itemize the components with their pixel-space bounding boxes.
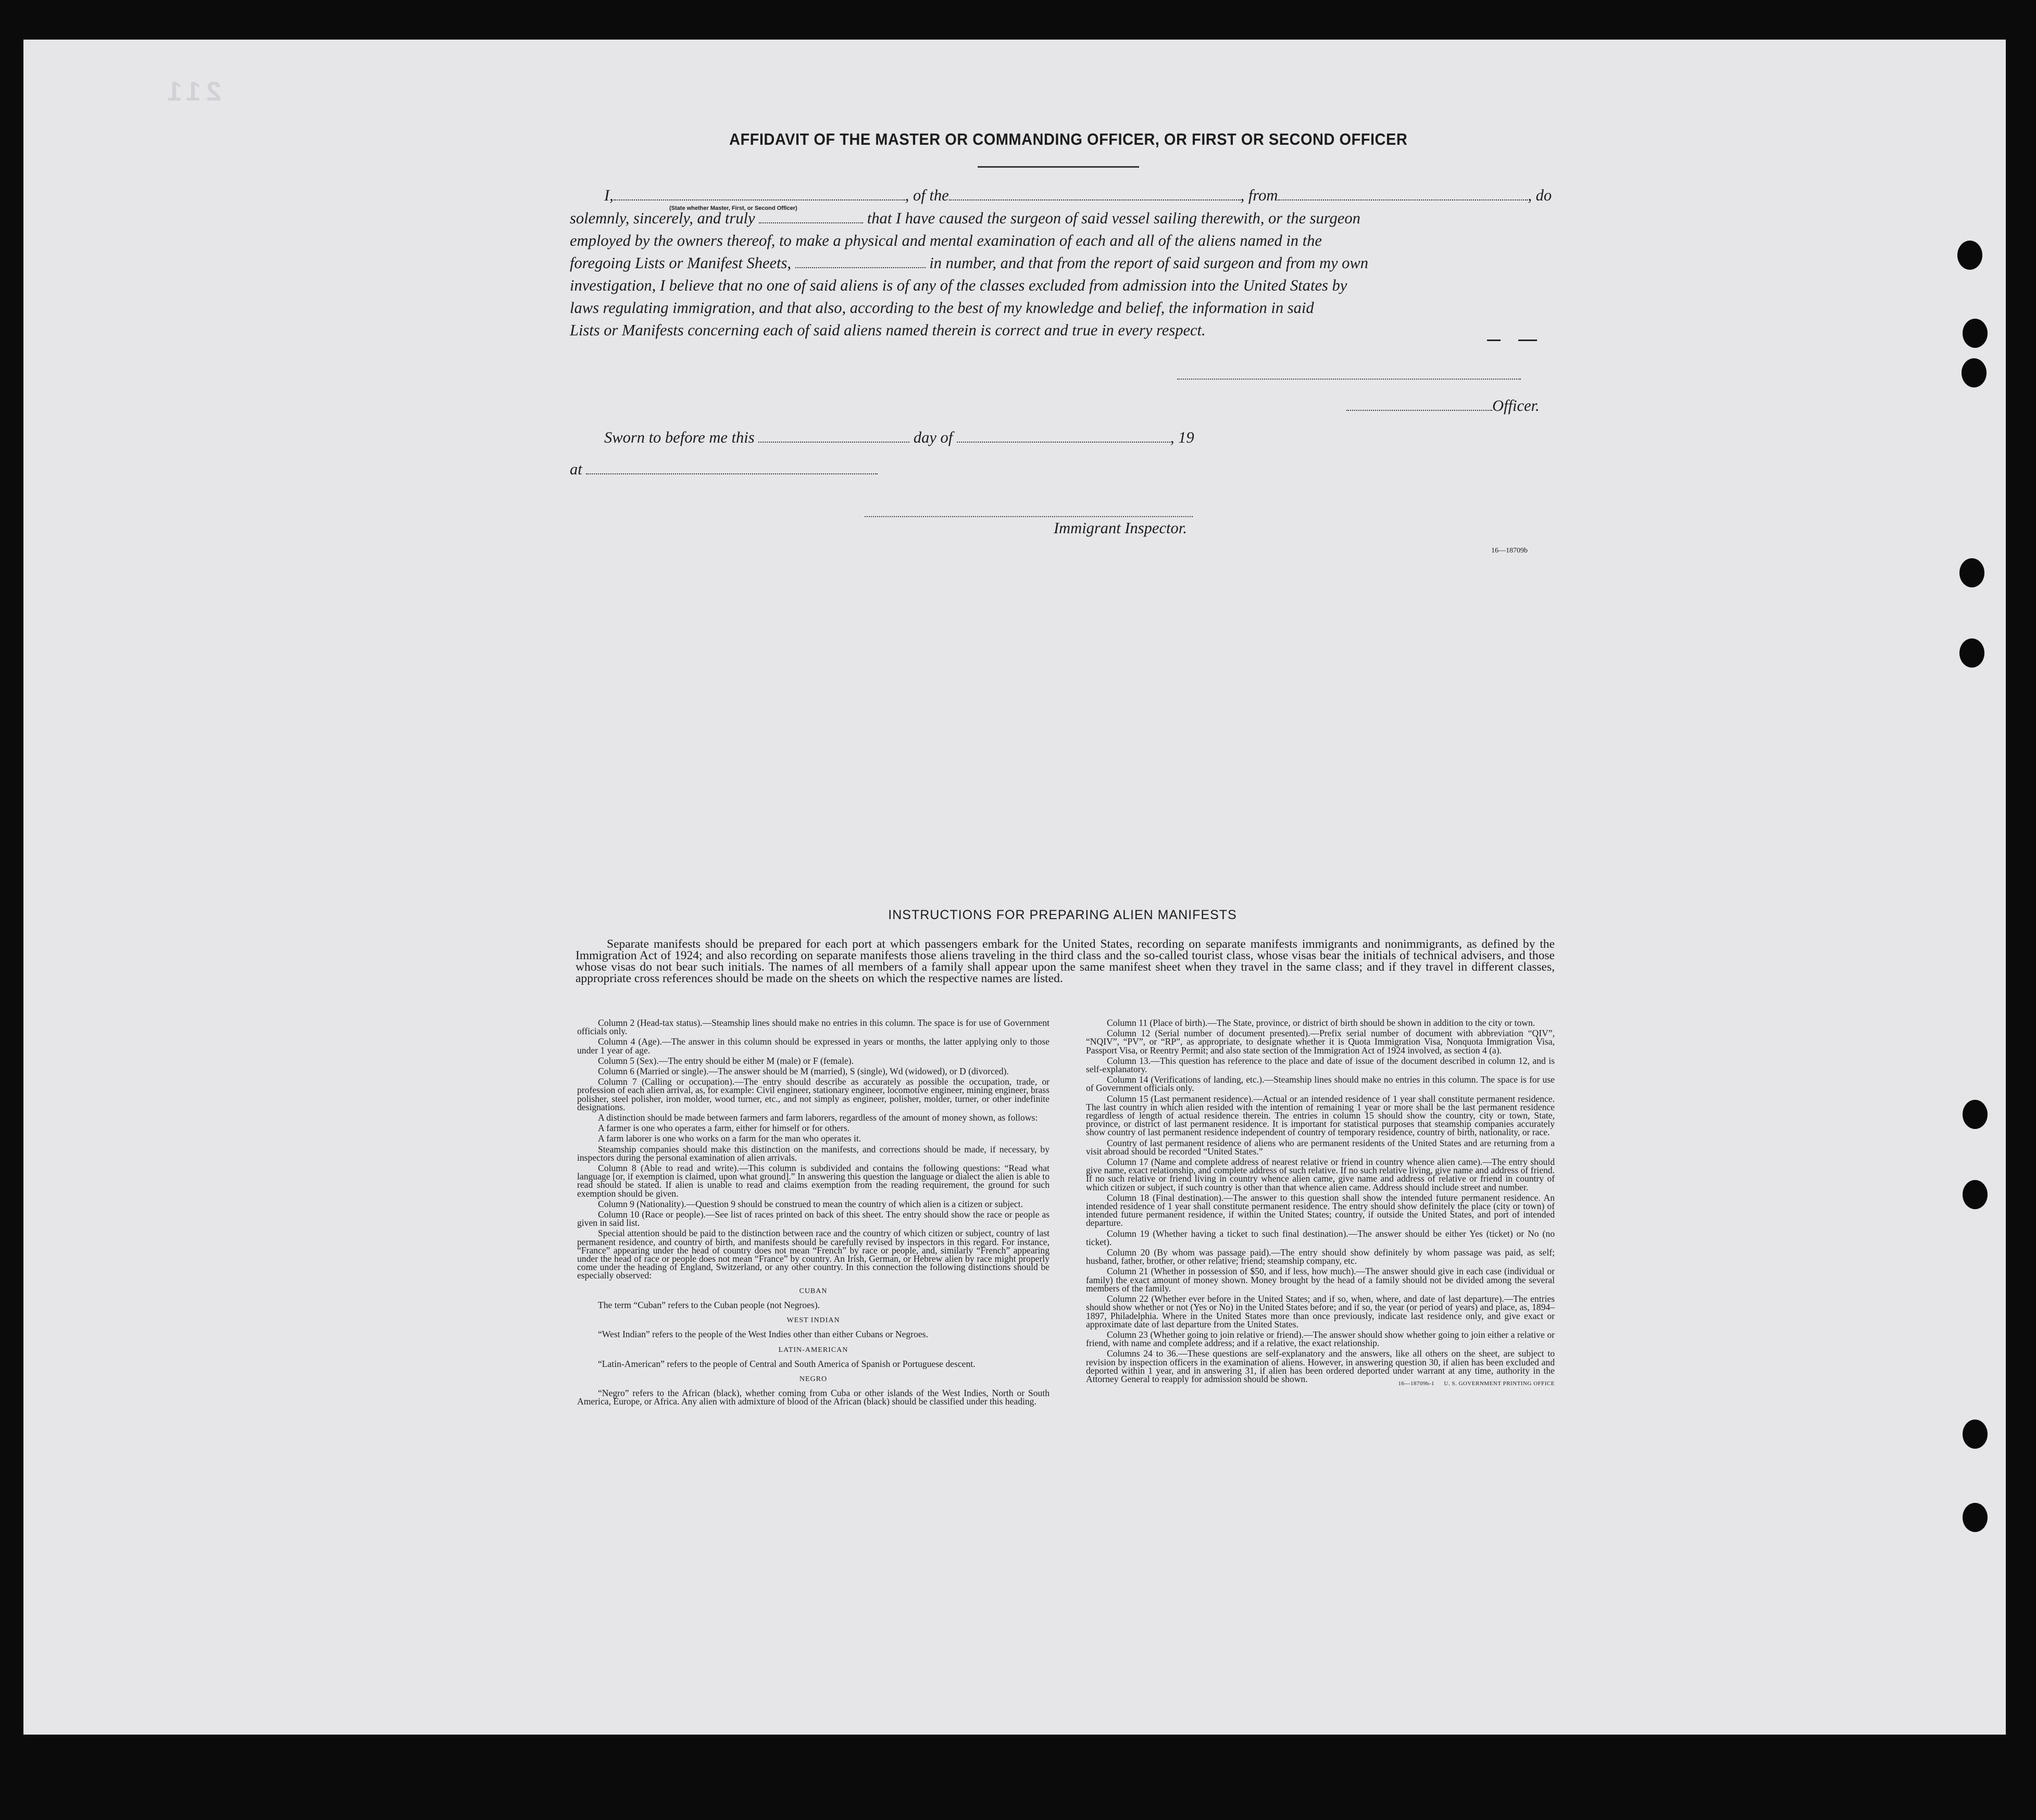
officer-line bbox=[1346, 397, 1540, 415]
column-12-instruction: Column 12 (Serial number of document presented).—Prefix serial number of document with abbreviation “QIV”, “NQIV”, “PV”, or “RP”, as appropriate, to designate whether it is Quota Immigration Visa, Nonquota Immigration Visa, Passport Visa, or Reentry Permit; and also state section of the Immigration Act of 1924 involved, as section 4 (a). bbox=[1086, 1028, 1555, 1056]
affidavit-i: I, bbox=[604, 186, 614, 204]
inspector-label: Immigrant Inspector. bbox=[1054, 519, 1187, 537]
affidavit-line-5: investigation, I believe that no one of said aliens is of any of the classes excluded from admission into the United States by bbox=[570, 277, 1347, 294]
officer-rank-blank[interactable] bbox=[614, 188, 905, 200]
column-18-instruction: Column 18 (Final destination).—The answer to this question shall show the intended future permanent residence. An intended residence of 1 year shall constitute permanent residence. The entry should show definitely the place (city or town) of intended future permanent residence, if within the United States; country, if outside the United States, and port of intended departure. bbox=[1086, 1192, 1555, 1228]
column-11-instruction: Column 11 (Place of birth).—The State, province, or district of birth should be shown in addition to the city or town. bbox=[1107, 1018, 1535, 1028]
column-13-instruction: Column 13.—This question has reference to the place and date of issue of the document described in column 12, and is self-explanatory. bbox=[1086, 1055, 1555, 1075]
column-17-instruction: Column 17 (Name and complete address of nearest relative or friend in country whence alien came).—The entry should give name, exact relationship, and complete address of such relative. If no such relative living, give name and address of friend. If no such relative or friend living in country whence alien came, give name and address of relative or friend in country of which citizen or subject, if such country is other than that whence alien came. Address should include street and number. bbox=[1086, 1157, 1555, 1193]
manifest-sheet bbox=[23, 40, 2006, 1735]
solemnly-blank[interactable] bbox=[759, 211, 863, 223]
affidavit-line-3: employed by the owners thereof, to make a physical and mental examination of each and all of the aliens named in the bbox=[570, 232, 1322, 249]
affidavit-form-code: 16—18709b bbox=[1491, 547, 1528, 555]
pen-mark bbox=[1518, 340, 1537, 341]
race-country-note: Special attention should be paid to the distinction between race and the country of which citizen or subject, country of last permanent residence, and country of birth, and manifests should be carefully revised by inspectors in this regard. For instance, “France” appearing under the head of country does not mean “French” by race or people, and, similarly “French” appearing under the head of race or people does not mean “France” by country. An Irish, German, or Hebrew alien by race might properly come under the heading of England, Switzerland, or any other country. In this connection the following distinctions should be especially observed: bbox=[577, 1228, 1050, 1281]
affidavit-line-4 bbox=[570, 254, 1368, 272]
signature-line[interactable] bbox=[1177, 379, 1521, 380]
inspector-signature-line[interactable] bbox=[865, 516, 1193, 517]
sheet-count-blank[interactable] bbox=[795, 256, 926, 268]
sworn-day-blank[interactable] bbox=[758, 430, 909, 443]
rank-caption: (State whether Master, First, or Second Officer) bbox=[669, 205, 797, 211]
column-19-instruction: Column 19 (Whether having a ticket to such final destination).—The answer should be either Yes (ticket) or No (no ticket). bbox=[1086, 1228, 1555, 1247]
column-23-instruction: Column 23 (Whether going to join relative or friend).—The answer should show whether going to join either a relative or friend, with name and complete address; and if a relative, the exact relationship. bbox=[1086, 1329, 1555, 1349]
instructions-intro: Separate manifests should be prepared for each port at which passengers embark for the United States, recording on separate manifests immigrants and nonimmigrants, as defined by the Immigration Act of 1924; and also recording on separate manifests those aliens traveling in the third class and the so-called tourist class, whose visas bear the initials of technical advisers, and those whose visas do not bear such initials. The names of all members of a family shall appear upon the same manifest sheet when they travel in the same class; and if they travel in different classes, appropriate cross references should be made on the sheets on which the respective names are listed. bbox=[576, 937, 1555, 985]
printing-office-label: U. S. GOVERNMENT PRINTING OFFICE bbox=[1444, 1380, 1555, 1387]
farmer-distinction: A distinction should be made between farmers and farm laborers, regardless of the amount of money shown, as follows: bbox=[598, 1112, 1038, 1123]
affidavit-line-1 bbox=[604, 186, 1552, 205]
column-6-instruction: Column 6 (Married or single).—The answer should be M (married), S (single), Wd (widowed), or D (divorced). bbox=[598, 1066, 1009, 1077]
west-indian-definition: “West Indian” refers to the people of the West Indies other than either Cubans or Negroes. bbox=[598, 1329, 928, 1340]
affidavit-line-4-end: in number, and that from the report of said surgeon and from my own bbox=[929, 254, 1368, 272]
instructions-right-column bbox=[1086, 1019, 1555, 1388]
binder-hole bbox=[1962, 358, 1987, 387]
bleed-through-page-number: 211 bbox=[162, 77, 221, 107]
instructions-form-code: 16—18709b-1 bbox=[1398, 1380, 1434, 1387]
binder-hole bbox=[1963, 1420, 1988, 1449]
affidavit-title: AFFIDAVIT OF THE MASTER OR COMMANDING OFFICER, OR FIRST OR SECOND OFFICER bbox=[729, 130, 1408, 149]
column-9-instruction: Column 9 (Nationality).—Question 9 should be construed to mean the country of which alien is a citizen or subject. bbox=[598, 1198, 1023, 1209]
pen-mark bbox=[1487, 340, 1501, 341]
at-line bbox=[570, 460, 878, 479]
negro-definition: “Negro” refers to the African (black), whether coming from Cuba or other islands of the West Indies, North or South America, Europe, or Africa. Any alien with admixture of blood of the African (black) should be classified under this heading. bbox=[577, 1388, 1050, 1407]
binder-hole bbox=[1963, 1503, 1988, 1532]
binder-hole bbox=[1963, 319, 1988, 348]
affidavit-line-2 bbox=[570, 209, 1360, 228]
affidavit-line-2-start: solemnly, sincerely, and truly bbox=[570, 209, 755, 227]
sworn-label: Sworn to before me this bbox=[604, 429, 755, 446]
farmer-definition: A farmer is one who operates a farm, either for himself or for others. bbox=[598, 1123, 850, 1134]
instructions-title: INSTRUCTIONS FOR PREPARING ALIEN MANIFESTS bbox=[888, 908, 1237, 922]
us-residence-note: Country of last permanent residence of aliens who are permanent residents of the United States and are returning from a visit abroad should be recorded “United States.” bbox=[1086, 1137, 1555, 1157]
affidavit-from: , from bbox=[1240, 186, 1278, 204]
binder-hole bbox=[1963, 1180, 1988, 1209]
officer-label: Officer. bbox=[1492, 397, 1540, 415]
latin-american-heading: LATIN-AMERICAN bbox=[778, 1346, 848, 1354]
column-20-instruction: Column 20 (By whom was passage paid).—The entry should show definitely by whom passage was paid, as self; husband, father, brother, or other relative; friend; steamship company, etc. bbox=[1086, 1247, 1555, 1266]
west-indian-heading: WEST INDIAN bbox=[786, 1316, 840, 1325]
farm-laborer-definition: A farm laborer is one who works on a farm for the man who operates it. bbox=[598, 1133, 861, 1144]
binder-hole bbox=[1959, 638, 1984, 668]
column-8-instruction: Column 8 (Able to read and write).—This column is subdivided and contains the following questions: “Read what language [or, if exemption is claimed, upon what ground].” In answering this question the language or dialect the alien is able to read should be stated. If alien is unable to read and claims exemption from the reading requirement, the ground for such exemption should be given. bbox=[577, 1163, 1050, 1199]
latin-american-definition: “Latin-American” refers to the people of Central and South America of Spanish or Portuguese descent. bbox=[598, 1358, 976, 1369]
affidavit-line-6: laws regulating immigration, and that also, according to the best of my knowledge and belief, the information in said bbox=[570, 299, 1314, 317]
title-rule bbox=[978, 166, 1139, 168]
binder-hole bbox=[1963, 1100, 1988, 1129]
sworn-place-blank[interactable] bbox=[586, 462, 878, 474]
port-from-blank[interactable] bbox=[1278, 188, 1528, 200]
column-7-instruction: Column 7 (Calling or occupation).—The entry should describe as accurately as possible the occupation, trade, or profession of each alien arrival, as, for example: Civil engineer, stationary engineer, locomotive engineer, mining engineer, brass polisher, steel polisher, iron molder, wood turner, etc., and not simply as engineer, polisher, molder, turner, or other indefinite designations. bbox=[577, 1076, 1050, 1112]
cuban-definition: The term “Cuban” refers to the Cuban people (not Negroes). bbox=[598, 1299, 820, 1310]
sworn-month-blank[interactable] bbox=[957, 430, 1170, 443]
binder-hole bbox=[1957, 241, 1982, 270]
column-5-instruction: Column 5 (Sex).—The entry should be either M (male) or F (female). bbox=[598, 1055, 854, 1066]
affidavit-of-the: , of the bbox=[905, 186, 949, 204]
column-21-instruction: Column 21 (Whether in possession of $50, and if less, how much).—The answer should give in each case (individual or family) the exact amount of money shown. Money brought by the head of a family should not be divided among the several members of the family. bbox=[1086, 1266, 1555, 1294]
affidavit-line-7: Lists or Manifests concerning each of said aliens named therein is correct and true in every respect. bbox=[570, 321, 1206, 339]
steamship-distinction: Steamship companies should make this distinction on the manifests, and corrections should be made, if necessary, by inspectors during the personal examination of alien arrivals. bbox=[577, 1144, 1050, 1163]
affidavit-do: , do bbox=[1528, 186, 1552, 204]
column-10-instruction: Column 10 (Race or people).—See list of races printed on back of this sheet. The entry should show the race or people as given in said list. bbox=[577, 1209, 1050, 1228]
at-label: at bbox=[570, 460, 582, 478]
affidavit-line-4-start: foregoing Lists or Manifest Sheets, bbox=[570, 254, 792, 272]
column-22-instruction: Column 22 (Whether ever before in the United States; and if so, when, where, and date of last departure).—The entries should show whether or not (Yes or No) in the United States before; and if so, the year (or period of years) and place, as, 1894–1897, Philadelphia. Where in the United States more than once previously, indicate last residence only, and give exact or approximate date of last departure from the United States. bbox=[1086, 1294, 1555, 1329]
sworn-line bbox=[604, 429, 1194, 447]
binder-hole bbox=[1959, 558, 1984, 587]
negro-heading: NEGRO bbox=[799, 1375, 828, 1383]
day-of-label: day of bbox=[913, 429, 953, 446]
vessel-name-blank[interactable] bbox=[949, 188, 1241, 200]
column-2-instruction: Column 2 (Head-tax status).—Steamship lines should make no entries in this column. The space is for use of Government officials only. bbox=[577, 1018, 1050, 1037]
cuban-heading: CUBAN bbox=[799, 1287, 828, 1295]
year-label: , 19 bbox=[1170, 429, 1194, 446]
column-4-instruction: Column 4 (Age).—The answer in this column should be expressed in years or months, the latter applying only to those under 1 year of age. bbox=[577, 1036, 1050, 1056]
instructions-left-column bbox=[577, 1019, 1050, 1408]
officer-signature-blank[interactable] bbox=[1346, 398, 1492, 411]
column-15-instruction: Column 15 (Last permanent residence).—Actual or an intended residence of 1 year shall constitute permanent residence. The last country in which alien resided with the intention of remaining 1 year or more shall be the last permanent residence regardless of length of actual residence therein. The entries in column 15 should show the country, city or town, State, province, or district of last permanent residence. It is important for statistical purposes that steamship companies accurately show country of last permanent residence independent of country of temporary residence, country of birth, nationality, or race. bbox=[1086, 1093, 1555, 1138]
columns-24-36-instruction: Columns 24 to 36.—These questions are self-explanatory and the answers, like all others on the sheet, are subject to revision by inspection officers in the examination of aliens. However, in answering question 30, if alien has been excluded and deported within 1 year, and in answering 31, if alien has been ordered deported under warrant at any time, authority in the Attorney General to reapply for admission should be shown. bbox=[1086, 1348, 1555, 1384]
column-14-instruction: Column 14 (Verifications of landing, etc.).—Steamship lines should make no entries in this column. The space is for use of Government officials only. bbox=[1086, 1074, 1555, 1094]
affidavit-line-2-end: that I have caused the surgeon of said vessel sailing therewith, or the surgeon bbox=[867, 209, 1360, 227]
